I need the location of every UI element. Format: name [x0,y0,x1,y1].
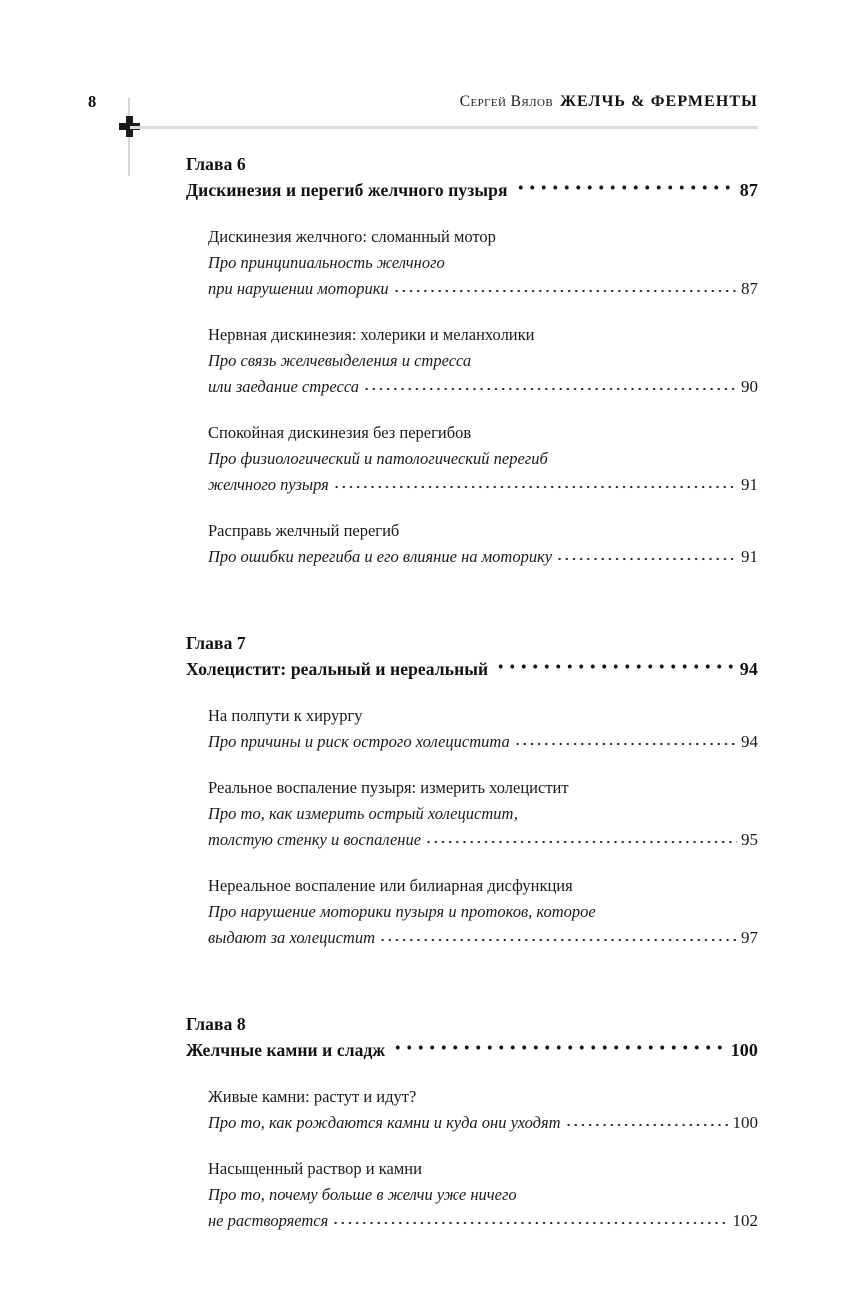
toc-entry[interactable] [208,703,758,755]
toc-entry-title: Дискинезия желчного: сломанный мотор [208,227,496,246]
toc-entry-subtitle-line: Про то, как измерить острый холецистит, [208,804,518,823]
chapter-entries [186,703,758,951]
toc-entry[interactable] [208,775,758,853]
dot-leader [393,286,737,302]
dot-leader [363,384,737,400]
toc-entry-leader-row [208,827,758,853]
toc-entry-title: Реальное воспаление пузыря: измерить холецистит [208,778,569,797]
toc-entry-subtitle-line: Про принципиальность желчного [208,253,445,272]
toc-entry-page-number: 91 [741,547,758,566]
crosshair-vertical-guide [128,98,130,176]
toc-entry-subtitle-line: Про связь желчевыделения и стресса [208,351,472,370]
toc-entry-page-number: 90 [741,377,758,396]
chapter-page-number: 100 [730,1040,758,1060]
toc-entry-subtitle-last-line: толстую стенку и воспаление [208,830,422,849]
chapter-page-number: 87 [739,180,758,200]
toc-entry-subtitle-last-line: Про причины и риск острого холецистита [208,732,510,751]
chapter-title-row[interactable] [186,1037,758,1063]
toc-entry-leader-row [208,544,758,570]
toc-entry-title: Насыщенный раствор и камни [208,1159,422,1178]
chapter-label: Глава 6 [186,154,246,174]
dot-leader [495,661,735,682]
page-number: 8 [88,92,97,111]
running-head-author: Сергей Вялов [459,93,554,110]
toc-entry-page-number: 91 [741,475,758,494]
toc-entry-page-number: 87 [741,279,758,298]
dot-leader [379,935,737,951]
chapter-block [186,152,758,570]
toc-entry-subtitle-line: Про нарушение моторики пузыря и протоков, которое [208,902,596,921]
toc-entry[interactable] [208,1084,758,1136]
toc-entry-leader-row [208,276,758,302]
running-head-title: ЖЕЛЧЬ & ФЕРМЕНТЫ [560,93,758,110]
chapter-title: Желчные камни и сладж [186,1040,386,1060]
toc-entry-subtitle-line: Про физиологический и патологический перегиб [208,449,548,468]
chapter-page-number: 94 [739,659,758,679]
toc-entry[interactable] [208,518,758,570]
dot-leader [565,1120,729,1136]
toc-entry-leader-row [208,1110,758,1136]
chapter-label: Глава 8 [186,1014,246,1034]
running-head-text [460,92,758,112]
toc-entry[interactable] [208,322,758,400]
chapter-title: Дискинезия и перегиб желчного пузыря [186,180,508,200]
toc-entry-subtitle-last-line: Про то, как рождаются камни и куда они уходят [208,1113,561,1132]
header-rule [130,126,758,129]
toc-entry-title: На полпути к хирургу [208,706,363,725]
toc-entry-subtitle-last-line: при нарушении моторики [208,279,389,298]
toc-entry-leader-row [208,729,758,755]
toc-entry-page-number: 100 [732,1113,758,1132]
toc-entry[interactable] [208,873,758,951]
chapter-label: Глава 7 [186,633,246,653]
toc-entry-leader-row [208,374,758,400]
chapter-block [186,1012,758,1234]
chapter-entries [186,1084,758,1234]
toc-entry[interactable] [208,420,758,498]
dot-leader [332,1218,728,1234]
chapter-title: Холецистит: реальный и нереальный [186,659,489,679]
toc-entry-page-number: 94 [741,732,758,751]
toc-entry-subtitle-last-line: Про ошибки перегиба и его влияние на моторику [208,547,553,566]
table-of-contents [186,152,758,1234]
dot-leader [515,182,735,203]
toc-entry-subtitle-last-line: желчного пузыря [208,475,329,494]
chapter-title-row[interactable] [186,656,758,682]
dot-leader [392,1042,725,1063]
toc-entry-title: Живые камни: растут и идут? [208,1087,417,1106]
toc-entry-subtitle-last-line: или заедание стресса [208,377,359,396]
toc-entry-page-number: 95 [741,830,758,849]
toc-entry-title: Спокойная дискинезия без перегибов [208,423,472,442]
toc-entry-subtitle-line: Про то, почему больше в желчи уже ничего [208,1185,517,1204]
toc-entry[interactable] [208,1156,758,1234]
toc-entry-title: Нереальное воспаление или билиарная дисфункция [208,876,573,895]
toc-entry-leader-row [208,472,758,498]
toc-entry[interactable] [208,224,758,302]
chapter-entries [186,224,758,570]
dot-leader [514,739,737,755]
toc-entry-subtitle-last-line: не растворяется [208,1211,329,1230]
registration-crosshair-icon [110,98,150,178]
toc-entry-page-number: 97 [741,928,758,947]
toc-entry-title: Расправь желчный перегиб [208,521,400,540]
toc-entry-leader-row [208,1208,758,1234]
toc-entry-page-number: 102 [732,1211,758,1230]
chapter-title-row[interactable] [186,177,758,203]
dot-leader [425,837,737,853]
chapter-block [186,631,758,951]
dot-leader [333,482,737,498]
toc-entry-leader-row [208,925,758,951]
dot-leader [556,554,737,570]
toc-entry-subtitle-last-line: выдают за холецистит [208,928,376,947]
toc-entry-title: Нервная дискинезия: холерики и меланхолики [208,325,535,344]
